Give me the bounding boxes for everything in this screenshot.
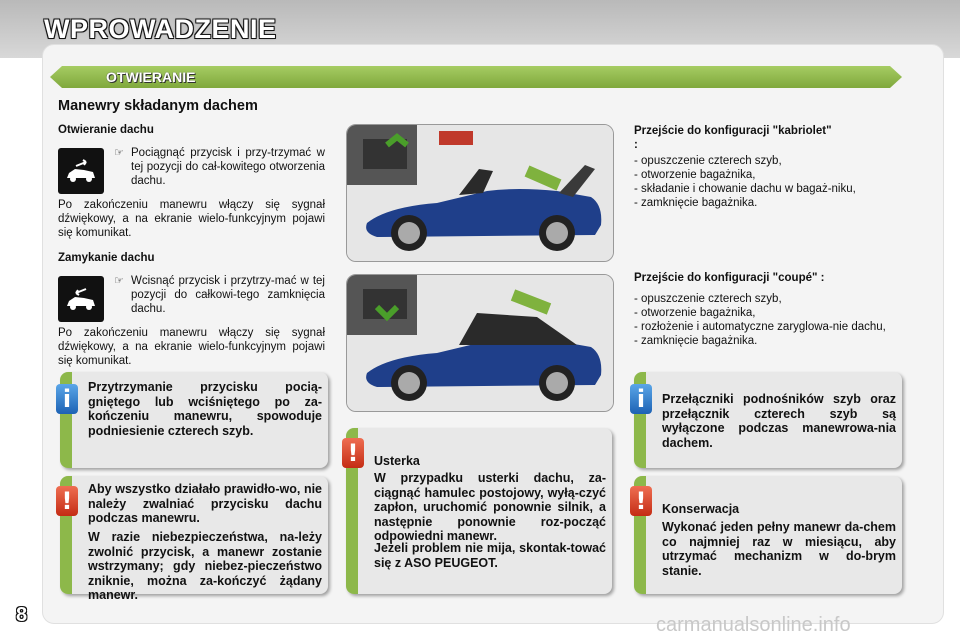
list-item: - opuszczenie czterech szyb, — [634, 293, 782, 305]
watermark: carmanualsonline.info — [656, 614, 851, 636]
warning-icon: ! — [56, 486, 78, 516]
step-marker-icon: ☞ — [114, 275, 124, 287]
list-item: - otworzenie bagażnika, — [634, 169, 756, 181]
warning-left-text-1: Aby wszystko działało prawidło-wo, nie należy zwalniać przycisku dachu podczas manewru. — [88, 482, 322, 526]
list-item: - zamknięcie bagażnika. — [634, 197, 758, 209]
list-item: - rozłożenie i automatyczne zaryglowa-nie dachu, — [634, 321, 886, 333]
failure-text-1: W przypadku usterki dachu, za-ciągnąć hamulec postojowy, wyłą-czyć zapłon, uruchomić ponownie silnik, a następnie ponownie roz-począć odpowiedni manewr. — [374, 471, 606, 544]
closing-step: Wcisnąć przycisk i przytrzy-mać w tej pozycji do całkowi-tego zamknięcia dachu. — [131, 275, 325, 315]
failure-title: Usterka — [374, 454, 420, 468]
info-left-text: Przytrzymanie przycisku pocią-gniętego lub wciśniętego po za-kończeniu manewru, spowoduje podniesienie czterech szyb. — [88, 380, 322, 438]
coupe-car-image — [346, 274, 614, 412]
page-number: 8 — [16, 604, 28, 626]
closing-after: Po zakończeniu manewru włączy się sygnał dźwiękowy, a na ekranie wielo-funkcyjnym pojawi się komunikat. — [58, 327, 325, 367]
cabriolet-car-image — [346, 124, 614, 262]
info-right-text: Przełączniki podnośników szyb oraz przełącznik czterech szyb są wyłączone podczas manewrowa-nia dachem. — [662, 392, 896, 450]
roof-open-button-icon — [58, 148, 104, 194]
main-heading: Manewry składanym dachem — [58, 98, 258, 114]
warning-icon: ! — [342, 438, 364, 468]
roof-close-button-icon — [58, 276, 104, 322]
info-icon: i — [630, 384, 652, 414]
step-marker-icon: ☞ — [114, 147, 124, 159]
coupe-list — [634, 292, 906, 348]
opening-title: Otwieranie dachu — [58, 124, 154, 136]
list-item: - składanie i chowanie dachu w bagaż-niku, — [634, 183, 856, 195]
closing-title: Zamykanie dachu — [58, 252, 155, 264]
list-item: - opuszczenie czterech szyb, — [634, 155, 782, 167]
info-icon: i — [56, 384, 78, 414]
coupe-title: Przejście do konfiguracji "coupé" : — [634, 272, 825, 284]
page-title: WPROWADZENIE — [44, 14, 277, 44]
cabriolet-title: Przejście do konfiguracji "kabriolet" : — [634, 125, 832, 151]
cabriolet-list — [634, 154, 906, 210]
maintenance-title: Konserwacja — [662, 502, 740, 516]
list-item: - zamknięcie bagażnika. — [634, 335, 758, 347]
section-title: OTWIERANIE — [106, 69, 196, 85]
list-item: - otworzenie bagażnika, — [634, 307, 756, 319]
opening-after: Po zakończeniu manewru włączy się sygnał dźwiękowy, a na ekranie wielo-funkcyjnym pojawi się komunikat. — [58, 199, 325, 239]
warning-left-text-2: W razie niebezpieczeństwa, na-leży zwolnić przycisk, a manewr zostanie wstrzymany; gdy niebez-pieczeństwo zniknie, można za-kończyć żądany manewr. — [88, 530, 322, 603]
maintenance-text: Wykonać jeden pełny manewr da-chem co najmniej raz w miesiącu, aby utrzymać mechanizm w do-brym stanie. — [662, 520, 896, 578]
warning-icon: ! — [630, 486, 652, 516]
opening-step: Pociągnąć przycisk i przy-trzymać w tej pozycji do cał-kowitego otworzenia dachu. — [131, 147, 325, 187]
failure-text-2: Jeżeli problem nie mija, skontak-tować się z ASO PEUGEOT. — [374, 541, 606, 570]
